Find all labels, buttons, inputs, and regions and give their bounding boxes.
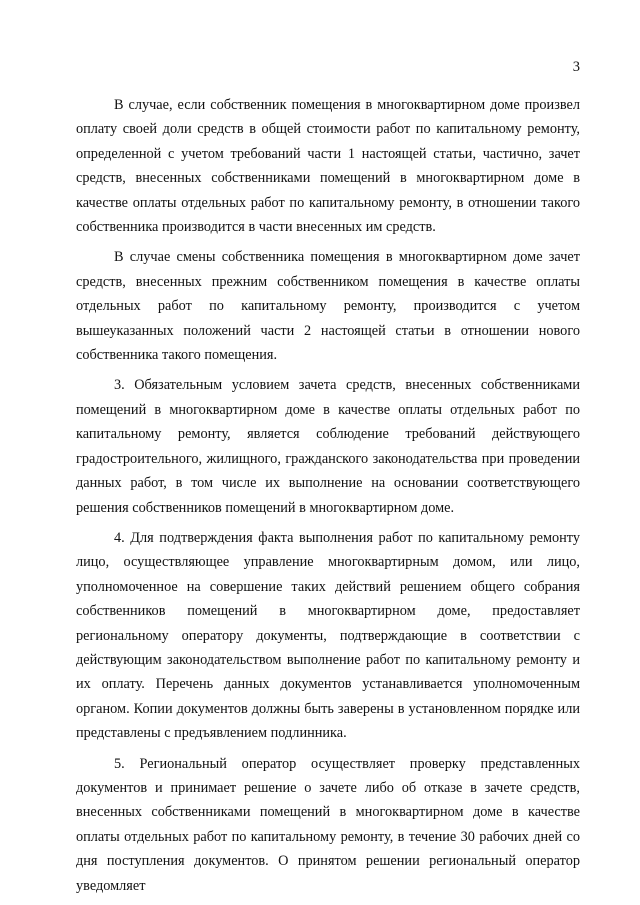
paragraph-item-3: 3. Обязательным условием зачета средств, внесенных собственниками помещений в многоквартирном доме в качестве оплаты отдельных работ по капитальному ремонту, является соблюдение требований действующего градостроительного, жилищного, гражданского законодательства при проведении данных работ, в том числе их выполнение на основании соответствующего решения собственников помещений в многоквартирном доме. xyxy=(76,377,580,516)
paragraph-item-5: 5. Региональный оператор осуществляет проверку представленных документов и принимает решение о зачете либо об отказе в зачете средств, внесенных собственниками помещений в многоквартирном доме в качестве оплаты отдельных работ по капитальному ремонту, в течение 30 рабочих дней со дня поступления документов. О принятом решении региональный оператор уведомляет xyxy=(76,755,580,894)
document-body xyxy=(76,93,580,904)
paragraph-owner-change: В случае смены собственника помещения в многоквартирном доме зачет средств, внесенных прежним собственником помещения в качестве оплаты отдельных работ по капитальному ремонту, производится с учетом вышеуказанных положений части 2 настоящей статьи в отношении нового собственника такого помещения. xyxy=(76,249,580,364)
page-number: 3 xyxy=(572,59,580,75)
paragraph-partial-payment: В случае, если собственник помещения в многоквартирном доме произвел оплату своей доли средств в общей стоимости работ по капитальному ремонту, определенной с учетом требований части 1 настоящей статьи, частично, зачет средств, внесенных собственниками помещений в многоквартирном доме в качестве оплаты отдельных работ по капитальному ремонту, в отношении такого собственника производится в части внесенных им средств. xyxy=(76,97,580,236)
paragraph-item-4: 4. Для подтверждения факта выполнения работ по капитальному ремонту лицо, осуществляющее управление многоквартирным домом, или лицо, уполномоченное на совершение таких действий решением общего собрания собственников помещений в многоквартирном доме, предоставляет региональному оператору документы, подтверждающие в соответствии с действующим законодательством выполнение работ по капитальному ремонту и их оплату. Перечень данных документов устанавливается уполномоченным органом. Копии документов должны быть заверены в установленном порядке или представлены с предъявлением подлинника. xyxy=(76,529,580,742)
